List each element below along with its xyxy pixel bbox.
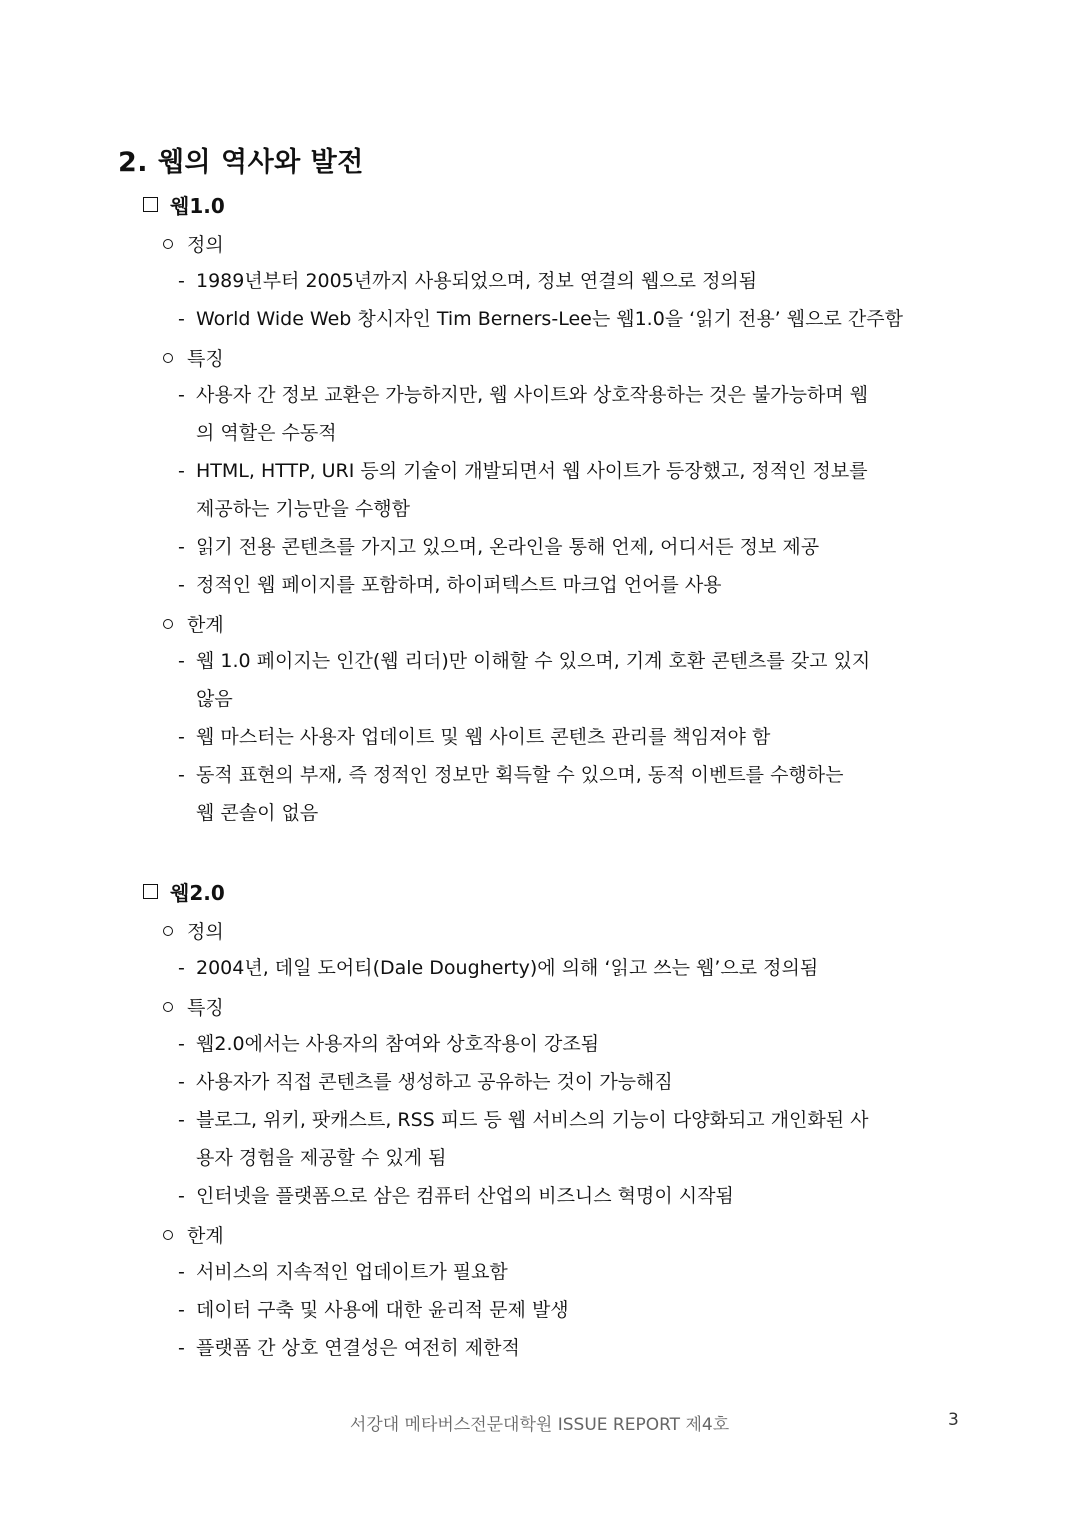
web2-features-label: 특징 [163,993,224,1020]
web2-limits-label: 한계 [163,1221,224,1248]
list-item: - 웹2.0에서는 사용자의 참여와 상호작용이 강조됨 [178,1033,600,1055]
list-item: - 웹 1.0 페이지는 인간(웹 리더)만 이해할 수 있으며, 기계 호환 콘텐츠를 갖고 있지 [178,650,871,672]
list-item-continuation: 않음 [196,688,233,710]
bullet-circle-icon [163,926,173,936]
list-item-continuation: 웹 콘솔이 없음 [196,802,319,824]
page-footer: 서강대 메타버스전문대학원 ISSUE REPORT 제4호 [349,1415,730,1435]
list-item: - 인터넷을 플랫폼으로 삼은 컴퓨터 산업의 비즈니스 혁명이 시작됨 [178,1185,734,1207]
list-item: - 플랫폼 간 상호 연결성은 여전히 제한적 [178,1337,520,1359]
bullet-circle-icon [163,239,173,249]
list-item: - 정적인 웹 페이지를 포함하며, 하이퍼텍스트 마크업 언어를 사용 [178,574,722,596]
web2-heading-text: 웹2.0 [170,881,225,905]
list-item: - 2004년, 데일 도어티(Dale Dougherty)에 의해 ‘읽고 쓰는 웹’으로 정의됨 [178,957,819,979]
list-item: - 동적 표현의 부재, 즉 정적인 정보만 획득할 수 있으며, 동적 이벤트를 수행하는 [178,764,844,786]
list-item-continuation: 제공하는 기능만을 수행함 [196,498,410,520]
web1-heading [143,190,225,219]
list-item: - 1989년부터 2005년까지 사용되었으며, 정보 연결의 웹으로 정의됨 [178,270,758,292]
list-item: - 사용자가 직접 콘텐츠를 생성하고 공유하는 것이 가능해짐 [178,1071,673,1093]
bullet-circle-icon [163,619,173,629]
web2-heading [143,877,225,906]
web1-limits-label: 한계 [163,610,224,637]
bullet-circle-icon [163,1002,173,1012]
bullet-circle-icon [163,353,173,363]
list-item: - 읽기 전용 콘텐츠를 가지고 있으며, 온라인을 통해 언제, 어디서든 정보 제공 [178,536,820,558]
list-item: - World Wide Web 창시자인 Tim Berners-Lee는 웹1.0을 ‘읽기 전용’ 웹으로 간주함 [178,308,903,330]
page-number: 3 [948,1410,959,1430]
list-item: - HTML, HTTP, URI 등의 기술이 개발되면서 웹 사이트가 등장했고, 정적인 정보를 [178,460,868,482]
checkbox-square-icon [143,884,158,899]
list-item-continuation: 의 역할은 수동적 [196,422,337,444]
web1-features-label: 특징 [163,344,224,371]
list-item: - 서비스의 지속적인 업데이트가 필요함 [178,1261,508,1283]
section-title: 2. 웹의 역사와 발전 [118,147,364,178]
list-item: - 데이터 구축 및 사용에 대한 윤리적 문제 발생 [178,1299,569,1321]
web1-heading-text: 웹1.0 [170,194,225,218]
list-item: - 블로그, 위키, 팟캐스트, RSS 피드 등 웹 서비스의 기능이 다양화되고 개인화된 사 [178,1109,869,1131]
list-item: - 사용자 간 정보 교환은 가능하지만, 웹 사이트와 상호작용하는 것은 불가능하며 웹 [178,384,869,406]
checkbox-square-icon [143,197,158,212]
web1-definition-label: 정의 [163,230,224,257]
list-item: - 웹 마스터는 사용자 업데이트 및 웹 사이트 콘텐츠 관리를 책임져야 함 [178,726,771,748]
bullet-circle-icon [163,1230,173,1240]
web2-definition-label: 정의 [163,917,224,944]
list-item-continuation: 용자 경험을 제공할 수 있게 됨 [196,1147,447,1169]
